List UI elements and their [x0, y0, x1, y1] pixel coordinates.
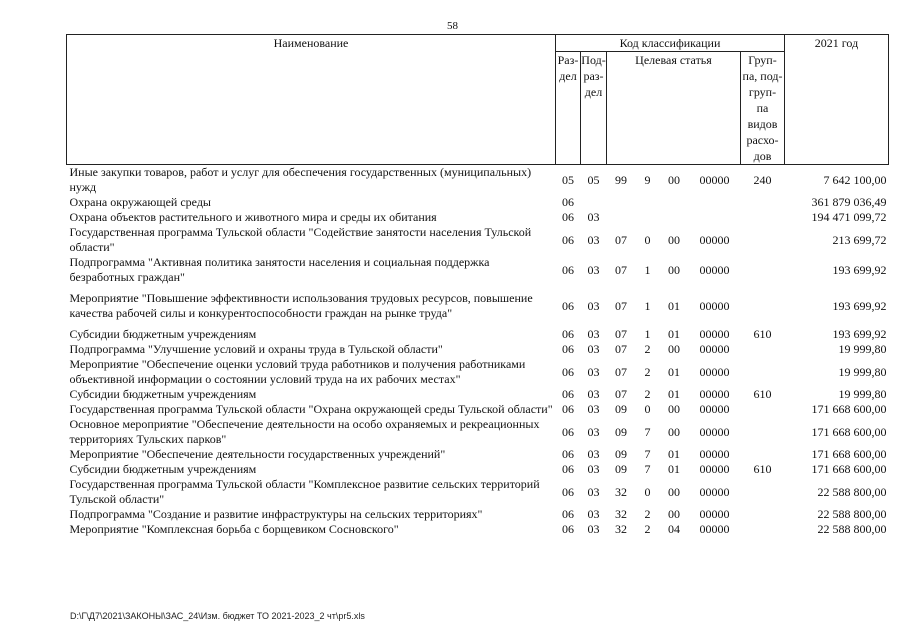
cell-target-event: 01 — [668, 447, 680, 461]
cell-target-subprogram: 1 — [644, 298, 651, 313]
cell-target-direction — [689, 210, 741, 225]
cell-expense-group: 610 — [753, 387, 772, 401]
cell-target-event: 00 — [668, 507, 680, 521]
cell-target-subprogram — [636, 195, 660, 210]
cell-razdel: 06 — [562, 484, 574, 499]
cell-amount: 22 588 800,00 — [817, 507, 887, 521]
cell-target-program: 07 — [615, 232, 627, 247]
table-row — [67, 255, 889, 285]
cell-amount: 171 668 600,00 — [811, 402, 887, 416]
cell-expense-group: 610 — [753, 462, 772, 476]
cell-expense-group — [741, 402, 785, 417]
header-group: Груп- па, под- груп- па видов расхо- дов — [741, 52, 785, 165]
row-name: Мероприятие "Обеспечение оценки условий труда работников и получения работниками объективной информации о состоянии условий труда на их рабочих местах" — [69, 357, 526, 386]
cell-razdel: 06 — [562, 210, 574, 224]
cell-target-program: 09 — [615, 402, 627, 416]
cell-target-subprogram: 2 — [644, 387, 651, 401]
cell-amount: 194 471 099,72 — [811, 210, 887, 224]
cell-expense-group — [741, 210, 785, 225]
cell-target-subprogram: 2 — [644, 342, 651, 356]
table-row — [67, 387, 889, 402]
cell-target-program: 32 — [615, 507, 627, 521]
cell-target-program: 07 — [615, 342, 627, 356]
cell-razdel: 06 — [562, 232, 574, 247]
row-name: Основное мероприятие "Обеспечение деятельности на особо охраняемых и рекреационных территориях Тульских парков" — [69, 417, 540, 446]
row-name: Мероприятие "Повышение эффективности использования трудовых ресурсов, повышение качества рабочей силы и конкурентоспособности граждан на рынке труда" — [69, 291, 533, 320]
cell-razdel: 06 — [562, 195, 574, 209]
table-row — [67, 447, 889, 462]
cell-amount: 213 699,72 — [832, 232, 887, 247]
table-row — [67, 357, 889, 387]
row-name: Мероприятие "Обеспечение деятельности государственных учреждений" — [69, 447, 446, 461]
cell-podrazdel: 03 — [587, 522, 600, 536]
cell-target-program — [607, 195, 636, 210]
cell-amount: 7 642 100,00 — [823, 172, 887, 187]
cell-target-direction: 00000 — [699, 262, 730, 277]
cell-target-event: 00 — [668, 484, 680, 499]
cell-razdel: 06 — [562, 364, 574, 379]
row-name: Подпрограмма "Активная политика занятости населения и социальная поддержка безработных граждан" — [69, 255, 490, 284]
row-name: Подпрограмма "Улучшение условий и охраны труда в Тульской области" — [69, 342, 443, 356]
cell-expense-group — [741, 447, 785, 462]
header-name: Наименование — [67, 35, 556, 165]
cell-amount: 361 879 036,49 — [811, 195, 887, 209]
cell-podrazdel: 03 — [587, 447, 600, 461]
row-name: Субсидии бюджетным учреждениям — [69, 327, 257, 341]
cell-target-direction: 00000 — [699, 402, 730, 416]
cell-target-subprogram: 0 — [644, 402, 651, 416]
cell-target-subprogram: 7 — [644, 462, 651, 476]
cell-razdel: 06 — [562, 402, 574, 416]
cell-podrazdel: 03 — [587, 232, 600, 247]
cell-target-direction: 00000 — [699, 342, 730, 356]
cell-podrazdel: 03 — [587, 327, 600, 341]
cell-target-event: 04 — [668, 522, 680, 536]
cell-razdel: 06 — [562, 327, 574, 341]
cell-expense-group: 610 — [753, 327, 772, 341]
cell-target-subprogram: 2 — [644, 522, 651, 536]
cell-target-program: 07 — [615, 262, 627, 277]
cell-target-program: 09 — [615, 462, 627, 476]
cell-expense-group — [741, 255, 785, 285]
cell-razdel: 06 — [562, 447, 574, 461]
row-name: Иные закупки товаров, работ и услуг для обеспечения государственных (муниципальных) нужд — [69, 165, 532, 194]
cell-podrazdel: 03 — [587, 210, 600, 224]
cell-target-direction: 00000 — [699, 232, 730, 247]
cell-target-event: 01 — [668, 327, 680, 341]
table-row — [67, 522, 889, 537]
table-row — [67, 477, 889, 507]
cell-expense-group — [741, 477, 785, 507]
cell-razdel: 05 — [562, 172, 574, 187]
row-name: Государственная программа Тульской области "Охрана окружающей среды Тульской области" — [69, 402, 553, 416]
cell-expense-group — [741, 507, 785, 522]
header-razdel: Раз- дел — [556, 52, 581, 165]
cell-target-program: 07 — [615, 298, 627, 313]
cell-target-event: 00 — [668, 172, 680, 187]
cell-target-event: 00 — [668, 262, 680, 277]
cell-target-subprogram: 0 — [644, 484, 651, 499]
cell-target-direction — [689, 195, 741, 210]
table-row — [67, 195, 889, 210]
budget-table — [66, 34, 889, 537]
cell-amount: 171 668 600,00 — [811, 447, 887, 461]
cell-amount: 171 668 600,00 — [811, 424, 887, 439]
cell-razdel: 06 — [562, 342, 574, 356]
cell-target-program: 32 — [615, 484, 627, 499]
table-row — [67, 165, 889, 196]
header-podrazdel: Под- раз- дел — [581, 52, 607, 165]
row-name: Субсидии бюджетным учреждениям — [69, 387, 257, 401]
cell-target-program: 07 — [615, 364, 627, 379]
cell-target-event: 01 — [668, 462, 680, 476]
cell-podrazdel: 03 — [587, 462, 600, 476]
cell-target-event: 00 — [668, 402, 680, 416]
table-row — [67, 327, 889, 342]
cell-expense-group — [741, 522, 785, 537]
cell-amount: 22 588 800,00 — [817, 522, 887, 536]
table-row — [67, 210, 889, 225]
cell-amount: 193 699,92 — [832, 262, 887, 277]
file-path-footer: D:\Г\Д7\2021\ЗАКОНЫ\ЗАС_24\Изм. бюджет ТО 2021-2023_2 чт\pr5.xls — [70, 611, 365, 621]
cell-podrazdel: 05 — [587, 172, 600, 187]
cell-target-subprogram: 9 — [644, 172, 651, 187]
cell-target-subprogram: 2 — [644, 507, 651, 521]
cell-target-direction: 00000 — [699, 364, 730, 379]
cell-razdel: 06 — [562, 507, 574, 521]
header-classification: Код классификации — [556, 35, 785, 52]
row-name: Государственная программа Тульской области "Комплексное развитие сельских территорий Тульской области" — [69, 477, 540, 506]
cell-target-direction: 00000 — [699, 522, 730, 536]
cell-razdel: 06 — [562, 522, 574, 536]
cell-podrazdel: 03 — [587, 424, 600, 439]
row-name: Охрана окружающей среды — [69, 195, 211, 209]
cell-amount: 19 999,80 — [838, 364, 887, 379]
cell-target-subprogram: 0 — [644, 232, 651, 247]
cell-target-event: 00 — [668, 232, 680, 247]
cell-target-subprogram — [636, 210, 660, 225]
cell-razdel: 06 — [562, 462, 574, 476]
cell-target-event: 01 — [668, 298, 680, 313]
cell-target-program — [607, 210, 636, 225]
cell-amount: 171 668 600,00 — [811, 462, 887, 476]
cell-target-subprogram: 7 — [644, 424, 651, 439]
cell-target-direction: 00000 — [699, 447, 730, 461]
table-row — [67, 342, 889, 357]
cell-target-direction: 00000 — [699, 424, 730, 439]
cell-razdel: 06 — [562, 424, 574, 439]
cell-target-program: 07 — [615, 387, 627, 401]
row-name: Подпрограмма "Создание и развитие инфраструктуры на сельских территориях" — [69, 507, 483, 521]
cell-target-program: 09 — [615, 424, 627, 439]
cell-target-direction: 00000 — [699, 298, 730, 313]
cell-target-event: 01 — [668, 387, 680, 401]
cell-target-direction: 00000 — [699, 387, 730, 401]
cell-target-subprogram: 2 — [644, 364, 651, 379]
table-row — [67, 402, 889, 417]
row-name: Государственная программа Тульской области "Содействие занятости населения Тульской области" — [69, 225, 532, 254]
cell-target-subprogram: 1 — [644, 262, 651, 277]
table-row — [67, 285, 889, 327]
cell-podrazdel: 03 — [587, 387, 600, 401]
cell-target-event — [660, 195, 689, 210]
cell-podrazdel: 03 — [587, 364, 600, 379]
cell-podrazdel: 03 — [587, 342, 600, 356]
cell-expense-group: 240 — [753, 172, 772, 187]
cell-expense-group — [741, 195, 785, 210]
cell-target-direction: 00000 — [699, 507, 730, 521]
table-row — [67, 225, 889, 255]
cell-target-subprogram: 7 — [644, 447, 651, 461]
cell-podrazdel: 03 — [587, 484, 600, 499]
table-row — [67, 507, 889, 522]
cell-podrazdel: 03 — [587, 262, 600, 277]
header-year: 2021 год — [785, 35, 889, 165]
cell-podrazdel: 03 — [587, 298, 600, 313]
cell-podrazdel: 03 — [587, 402, 600, 416]
cell-target-event — [660, 210, 689, 225]
cell-amount: 193 699,92 — [832, 298, 887, 313]
cell-podrazdel: 03 — [587, 507, 600, 521]
cell-expense-group — [741, 342, 785, 357]
cell-target-event: 00 — [668, 342, 680, 356]
cell-amount: 19 999,80 — [838, 342, 887, 356]
page-number: 58 — [447, 20, 458, 32]
cell-expense-group — [741, 357, 785, 387]
cell-target-direction: 00000 — [699, 172, 730, 187]
cell-podrazdel — [581, 195, 607, 210]
cell-target-direction: 00000 — [699, 484, 730, 499]
cell-target-direction: 00000 — [699, 327, 730, 341]
row-name: Охрана объектов растительного и животного мира и среды их обитания — [69, 210, 437, 224]
cell-expense-group — [741, 285, 785, 327]
row-name: Мероприятие "Комплексная борьба с борщевиком Сосновского" — [69, 522, 399, 536]
cell-target-event: 00 — [668, 424, 680, 439]
cell-amount: 193 699,92 — [832, 327, 887, 341]
cell-target-program: 07 — [615, 327, 627, 341]
cell-razdel: 06 — [562, 387, 574, 401]
row-name: Субсидии бюджетным учреждениям — [69, 462, 257, 476]
cell-amount: 19 999,80 — [838, 387, 887, 401]
cell-target-subprogram: 1 — [644, 327, 651, 341]
cell-target-program: 09 — [615, 447, 627, 461]
cell-target-event: 01 — [668, 364, 680, 379]
cell-razdel: 06 — [562, 262, 574, 277]
cell-target-direction: 00000 — [699, 462, 730, 476]
cell-expense-group — [741, 417, 785, 447]
table-row — [67, 462, 889, 477]
header-target: Целевая статья — [607, 52, 741, 165]
table-row — [67, 417, 889, 447]
cell-target-program: 99 — [615, 172, 627, 187]
cell-razdel: 06 — [562, 298, 574, 313]
cell-target-program: 32 — [615, 522, 627, 536]
cell-amount: 22 588 800,00 — [817, 484, 887, 499]
cell-expense-group — [741, 225, 785, 255]
